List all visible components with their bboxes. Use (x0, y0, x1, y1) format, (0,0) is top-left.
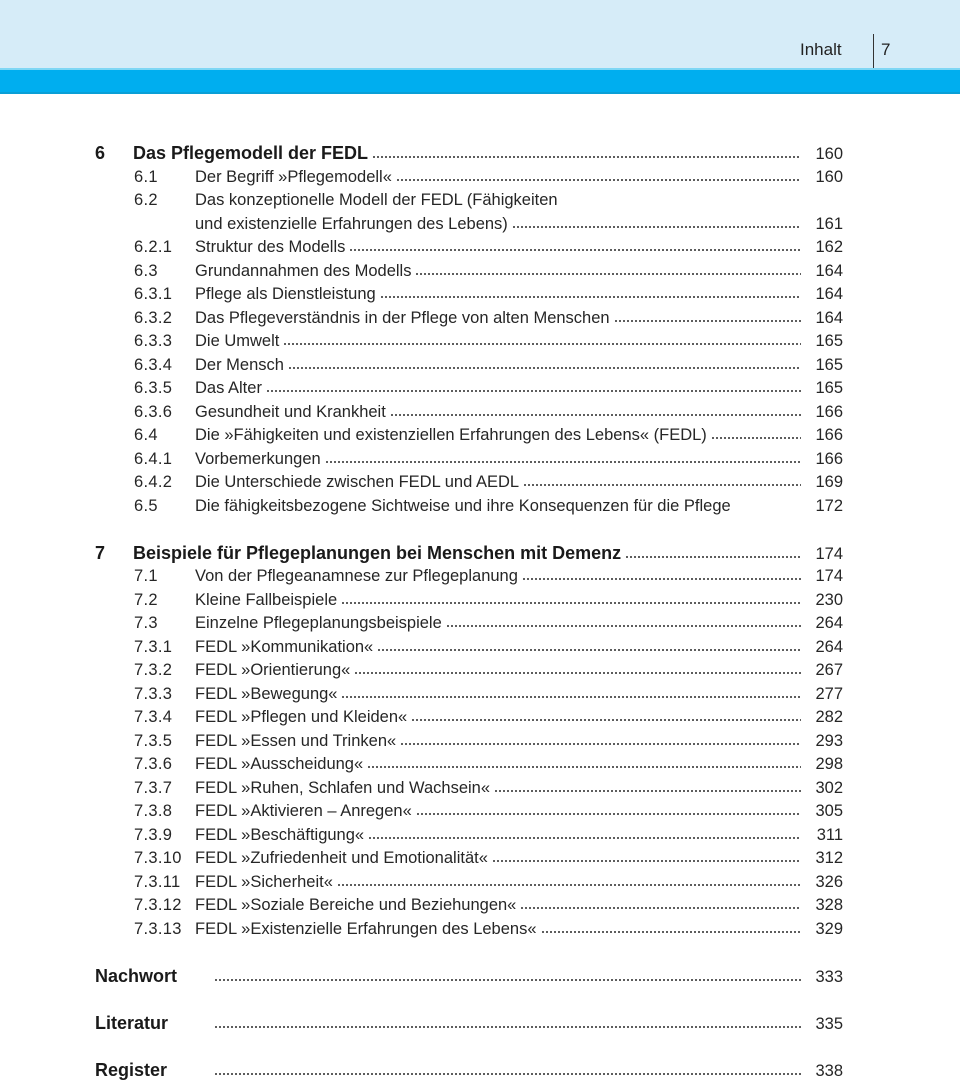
entry-number: 6.4.2 (134, 471, 195, 495)
dot-leader (266, 389, 801, 393)
dot-leader (416, 812, 801, 816)
dot-leader (283, 342, 801, 346)
page-header (0, 0, 960, 68)
entry-title: Grundannahmen des Modells (195, 260, 411, 284)
entry-page: 160 (805, 143, 843, 167)
entry-page: 166 (805, 448, 843, 472)
toc-chapter-entry[interactable] (95, 542, 843, 566)
entry-number: 7.3 (134, 612, 195, 636)
dot-leader (411, 718, 801, 722)
entry-page: 165 (805, 377, 843, 401)
dot-leader (214, 1025, 801, 1029)
entry-page: 302 (805, 777, 843, 801)
entry-number: 7.1 (134, 565, 195, 589)
entry-page: 264 (805, 636, 843, 660)
toc-entry[interactable] (95, 307, 843, 331)
dot-leader (214, 978, 801, 982)
toc-entry[interactable] (95, 283, 843, 307)
dot-leader (512, 225, 801, 229)
entry-title: FEDL »Sicherheit« (195, 871, 333, 895)
toc-entry[interactable] (95, 448, 843, 472)
entry-page: 282 (805, 706, 843, 730)
dot-leader (349, 248, 801, 252)
entry-number: 7.3.11 (134, 871, 195, 895)
dot-leader (446, 624, 801, 628)
entry-page: 329 (805, 918, 843, 942)
entry-page: 164 (805, 283, 843, 307)
dot-leader (390, 413, 801, 417)
entry-page: 164 (805, 307, 843, 331)
dot-leader (367, 765, 801, 769)
entry-title: Nachwort (95, 965, 210, 989)
toc-entry[interactable] (95, 730, 843, 754)
toc-entry[interactable] (95, 777, 843, 801)
toc-entry[interactable] (95, 800, 843, 824)
entry-title: Das konzeptionelle Modell der FEDL (Fähigkeiten (195, 189, 558, 213)
entry-number: 7.3.3 (134, 683, 195, 707)
dot-leader (380, 295, 801, 299)
dot-leader (562, 201, 801, 205)
entry-title: FEDL »Bewegung« (195, 683, 337, 707)
toc-chapter-entry[interactable] (95, 142, 843, 166)
entry-title: Literatur (95, 1012, 210, 1036)
entry-title: FEDL »Beschäftigung« (195, 824, 364, 848)
entry-page: 264 (805, 612, 843, 636)
entry-title: FEDL »Existenzielle Erfahrungen des Lebens« (195, 918, 537, 942)
toc-chapter-entry[interactable] (95, 965, 843, 989)
entry-number: 6.2.1 (134, 236, 195, 260)
dot-leader (735, 507, 801, 511)
toc-entry[interactable] (95, 706, 843, 730)
toc-entry[interactable] (95, 824, 843, 848)
entry-page: 277 (805, 683, 843, 707)
dot-leader (354, 671, 801, 675)
toc-entry[interactable] (95, 894, 843, 918)
toc-entry[interactable] (95, 424, 843, 448)
entry-number: 7 (95, 542, 133, 566)
dot-leader (372, 155, 801, 159)
entry-number: 7.3.13 (134, 918, 195, 942)
dot-leader (337, 883, 801, 887)
entry-number: 6.3.5 (134, 377, 195, 401)
entry-page: 164 (805, 260, 843, 284)
entry-number: 7.3.2 (134, 659, 195, 683)
toc-entry[interactable] (95, 659, 843, 683)
entry-number: 7.2 (134, 589, 195, 613)
entry-number: 6.4.1 (134, 448, 195, 472)
toc-entry[interactable] (95, 354, 843, 378)
entry-number: 6.3.2 (134, 307, 195, 331)
dot-leader (368, 836, 801, 840)
entry-page: 333 (805, 966, 843, 990)
entry-title: Der Begriff »Pflegemodell« (195, 166, 392, 190)
toc-entry[interactable] (95, 236, 843, 260)
entry-number: 7.3.9 (134, 824, 195, 848)
entry-page: 166 (805, 401, 843, 425)
entry-title: Kleine Fallbeispiele (195, 589, 337, 613)
toc-entry[interactable] (95, 918, 843, 942)
entry-number: 7.3.8 (134, 800, 195, 824)
toc-chapter-entry[interactable] (95, 1012, 843, 1036)
entry-title: Die Unterschiede zwischen FEDL und AEDL (195, 471, 519, 495)
entry-page: 161 (805, 213, 843, 237)
page-number: 7 (881, 40, 890, 60)
entry-title: FEDL »Essen und Trinken« (195, 730, 396, 754)
entry-page: 162 (805, 236, 843, 260)
entry-title: Der Mensch (195, 354, 284, 378)
entry-number: 6.3.3 (134, 330, 195, 354)
entry-title: Einzelne Pflegeplanungsbeispiele (195, 612, 442, 636)
entry-page: 172 (805, 495, 843, 519)
entry-title: Pflege als Dienstleistung (195, 283, 376, 307)
toc-entry[interactable] (95, 565, 843, 589)
entry-page: 174 (805, 543, 843, 567)
entry-page: 305 (805, 800, 843, 824)
table-of-contents (95, 142, 843, 1082)
entry-number: 7.3.12 (134, 894, 195, 918)
dot-leader (214, 1072, 801, 1076)
dot-leader (325, 460, 801, 464)
toc-entry[interactable] (95, 377, 843, 401)
dot-leader (625, 555, 801, 559)
entry-number: 6.3.6 (134, 401, 195, 425)
dot-leader (377, 648, 801, 652)
dot-leader (400, 742, 801, 746)
toc-entry[interactable] (95, 753, 843, 777)
toc-entry[interactable] (95, 636, 843, 660)
dot-leader (711, 436, 801, 440)
dot-leader (541, 930, 801, 934)
entry-page: 160 (805, 166, 843, 190)
entry-title: FEDL »Ausscheidung« (195, 753, 363, 777)
entry-page: 312 (805, 847, 843, 871)
entry-page: 293 (805, 730, 843, 754)
toc-entry[interactable] (95, 213, 843, 237)
entry-title: Beispiele für Pflegeplanungen bei Menschen mit Demenz (133, 542, 621, 566)
entry-page: 165 (805, 330, 843, 354)
dot-leader (396, 178, 801, 182)
entry-title: Gesundheit und Krankheit (195, 401, 386, 425)
dot-leader (614, 319, 801, 323)
entry-number: 6.2 (134, 189, 195, 213)
entry-title: Das Alter (195, 377, 262, 401)
toc-chapter-entry[interactable] (95, 1059, 843, 1083)
dot-leader (341, 601, 801, 605)
entry-page: 311 (805, 824, 843, 848)
toc-entry[interactable] (95, 589, 843, 613)
entry-page: 169 (805, 471, 843, 495)
entry-title: und existenzielle Erfahrungen des Lebens) (195, 213, 508, 237)
entry-title: Die fähigkeitsbezogene Sichtweise und ihre Konsequenzen für die Pflege (195, 495, 731, 519)
toc-entry[interactable] (95, 871, 843, 895)
dot-leader (415, 272, 801, 276)
running-header-title: Inhalt (800, 40, 842, 60)
toc-entry[interactable] (95, 260, 843, 284)
header-divider (873, 34, 874, 68)
entry-title: FEDL »Pflegen und Kleiden« (195, 706, 407, 730)
toc-entry[interactable] (95, 166, 843, 190)
entry-title: Register (95, 1059, 210, 1083)
entry-title: FEDL »Kommunikation« (195, 636, 373, 660)
entry-title: FEDL »Aktivieren – Anregen« (195, 800, 412, 824)
entry-page: 165 (805, 354, 843, 378)
entry-number: 6.3.1 (134, 283, 195, 307)
dot-leader (341, 695, 801, 699)
dot-leader (520, 906, 801, 910)
toc-entry[interactable] (95, 471, 843, 495)
entry-number: 6.4 (134, 424, 195, 448)
entry-title: Vorbemerkungen (195, 448, 321, 472)
entry-title: FEDL »Ruhen, Schlafen und Wachsein« (195, 777, 490, 801)
entry-page: 267 (805, 659, 843, 683)
entry-title: Das Pflegemodell der FEDL (133, 142, 368, 166)
dot-leader (288, 366, 801, 370)
entry-title: Von der Pflegeanamnese zur Pflegeplanung (195, 565, 518, 589)
entry-number: 7.3.1 (134, 636, 195, 660)
entry-number: 7.3.6 (134, 753, 195, 777)
entry-title: Die Umwelt (195, 330, 279, 354)
entry-page: 298 (805, 753, 843, 777)
entry-number: 6.3 (134, 260, 195, 284)
dot-leader (522, 577, 801, 581)
entry-page: 174 (805, 565, 843, 589)
entry-page: 230 (805, 589, 843, 613)
toc-entry[interactable] (95, 495, 843, 519)
entry-number: 6.5 (134, 495, 195, 519)
entry-title: FEDL »Zufriedenheit und Emotionalität« (195, 847, 488, 871)
entry-page: 338 (805, 1060, 843, 1083)
entry-title: Struktur des Modells (195, 236, 345, 260)
entry-title: FEDL »Soziale Bereiche und Beziehungen« (195, 894, 516, 918)
toc-entry[interactable] (95, 330, 843, 354)
dot-leader (494, 789, 801, 793)
toc-entry[interactable] (95, 683, 843, 707)
entry-page: 328 (805, 894, 843, 918)
entry-title: FEDL »Orientierung« (195, 659, 350, 683)
dot-leader (492, 859, 801, 863)
accent-bar (0, 68, 960, 94)
toc-entry[interactable] (95, 401, 843, 425)
entry-page: 326 (805, 871, 843, 895)
entry-number: 7.3.10 (134, 847, 195, 871)
entry-page: 166 (805, 424, 843, 448)
entry-number: 6.1 (134, 166, 195, 190)
dot-leader (523, 483, 801, 487)
entry-number: 7.3.5 (134, 730, 195, 754)
toc-entry[interactable] (95, 189, 843, 213)
entry-title: Die »Fähigkeiten und existenziellen Erfahrungen des Lebens« (FEDL) (195, 424, 707, 448)
entry-page: 335 (805, 1013, 843, 1037)
entry-number: 7.3.4 (134, 706, 195, 730)
entry-number: 6 (95, 142, 133, 166)
entry-number: 6.3.4 (134, 354, 195, 378)
toc-entry[interactable] (95, 612, 843, 636)
entry-number: 7.3.7 (134, 777, 195, 801)
entry-title: Das Pflegeverständnis in der Pflege von alten Menschen (195, 307, 610, 331)
toc-entry[interactable] (95, 847, 843, 871)
